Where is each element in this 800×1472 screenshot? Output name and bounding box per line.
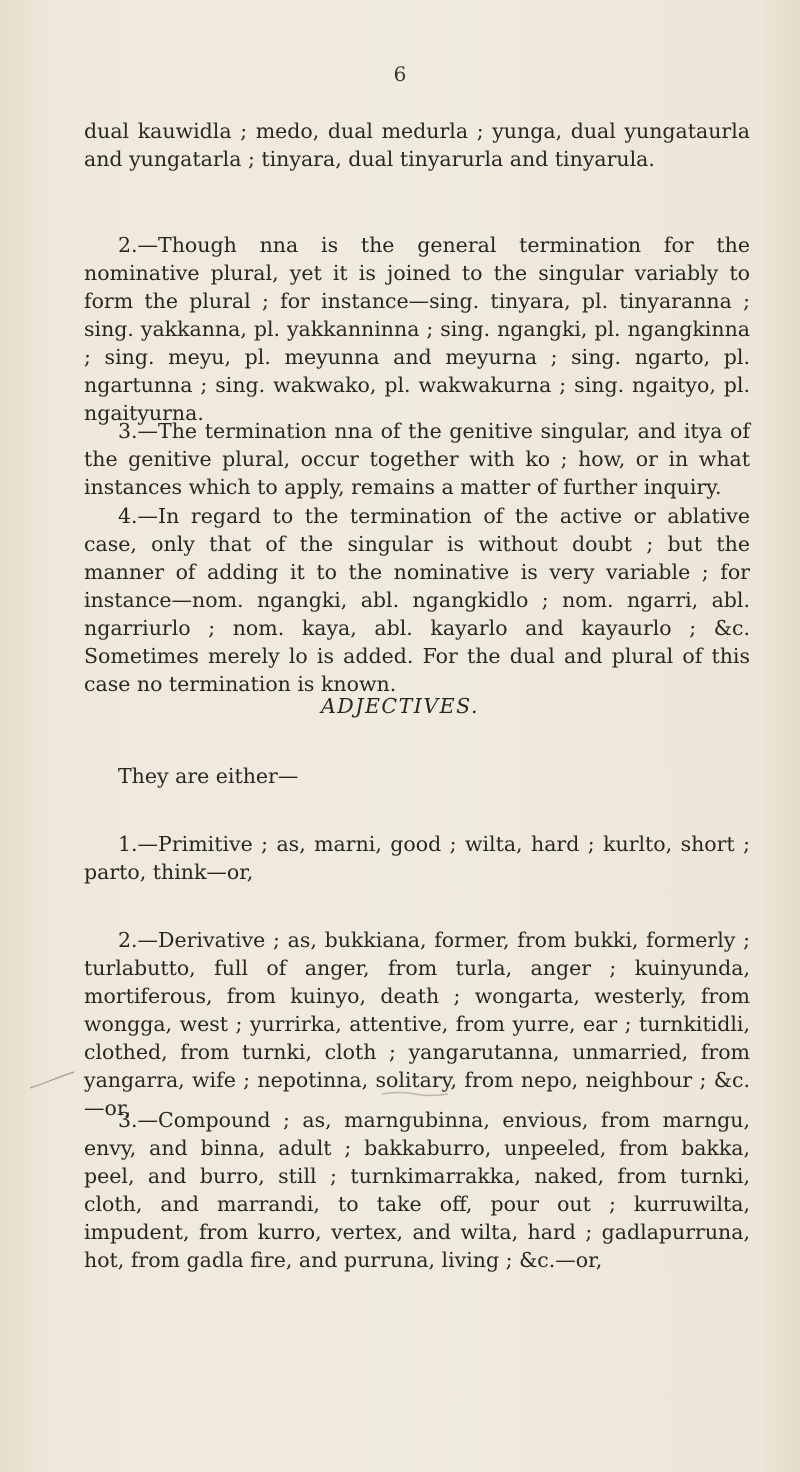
page-number: 6 bbox=[393, 62, 407, 86]
paragraph-text: 3.—Compound ; as, marngubinna, envious, from marngu, envy, and binna, adult ; bakkaburro, unpeeled, from bakka, peel, and burro, still ; turnkimarrakka, naked, from turnki, cloth, and marrandi, to take off, pour out ; kurruwilta, impudent, from kurro, vertex, and wilta, hard ; gadlapurruna, hot, from gadla fire, and purruna, living ; &c.—or, bbox=[84, 1108, 750, 1272]
section-heading-adjectives: ADJECTIVES. bbox=[321, 694, 479, 718]
paragraph-nominative-plural bbox=[84, 231, 750, 427]
paragraph-text: They are either— bbox=[118, 764, 299, 788]
paragraph-text: 4.—In regard to the termination of the active or ablative case, only that of the singular is without doubt ; but the manner of adding it to the nominative is very variable ; for instance—nom. ngangki, abl. ngangkidlo ; nom. ngarri, abl. ngarriurlo ; nom. kaya, abl. kayarlo and kayaurlo ; &c. Sometimes merely lo is added. For the dual and plural of this case no termination is known. bbox=[84, 504, 750, 696]
paragraph-ablative bbox=[84, 502, 750, 698]
pencil-mark-icon bbox=[28, 1070, 76, 1092]
paragraph-intro bbox=[84, 762, 750, 790]
paragraph-compound bbox=[84, 1106, 750, 1274]
paragraph-primitive bbox=[84, 830, 750, 886]
paragraph-genitive bbox=[84, 417, 750, 501]
paragraph-text: 1.—Primitive ; as, marni, good ; wilta, hard ; kurlto, short ; parto, think—or, bbox=[84, 832, 750, 884]
ink-smudge-icon bbox=[380, 1090, 450, 1098]
paragraph-text: dual kauwidla ; medo, dual medurla ; yunga, dual yungataurla and yungatarla ; tinyara, dual tinyarurla and tinyarula. bbox=[84, 119, 750, 171]
paragraph-text: 2.—Derivative ; as, bukkiana, former, from bukki, formerly ; turlabutto, full of anger, from turla, anger ; kuinyunda, mortiferous, from kuinyo, death ; wongarta, westerly, from wongga, west ; yurrirka, attentive, from yurre, ear ; turnkitidli, clothed, from turnki, cloth ; yangarutanna, unmarried, from yangarra, wife ; nepotinna, solitary, from nepo, neighbour ; &c.—or, bbox=[84, 928, 750, 1120]
paragraph-dual-forms bbox=[84, 117, 750, 173]
paragraph-text: 2.—Though nna is the general termination for the nominative plural, yet it is joined to the singular variably to form the plural ; for instance—sing. tinyara, pl. tinyaranna ; sing. yakkanna, pl. yakkanninna ; sing. ngangki, pl. ngangkinna ; sing. meyu, pl. meyunna and meyurna ; sing. ngarto, pl. ngartunna ; sing. wakwako, pl. wakwakurna ; sing. ngaityo, pl. ngaityurna. bbox=[84, 233, 750, 425]
paragraph-text: 3.—The termination nna of the genitive singular, and itya of the genitive plural, occur together with ko ; how, or in what instances which to apply, remains a matter of further inquiry. bbox=[84, 419, 750, 499]
